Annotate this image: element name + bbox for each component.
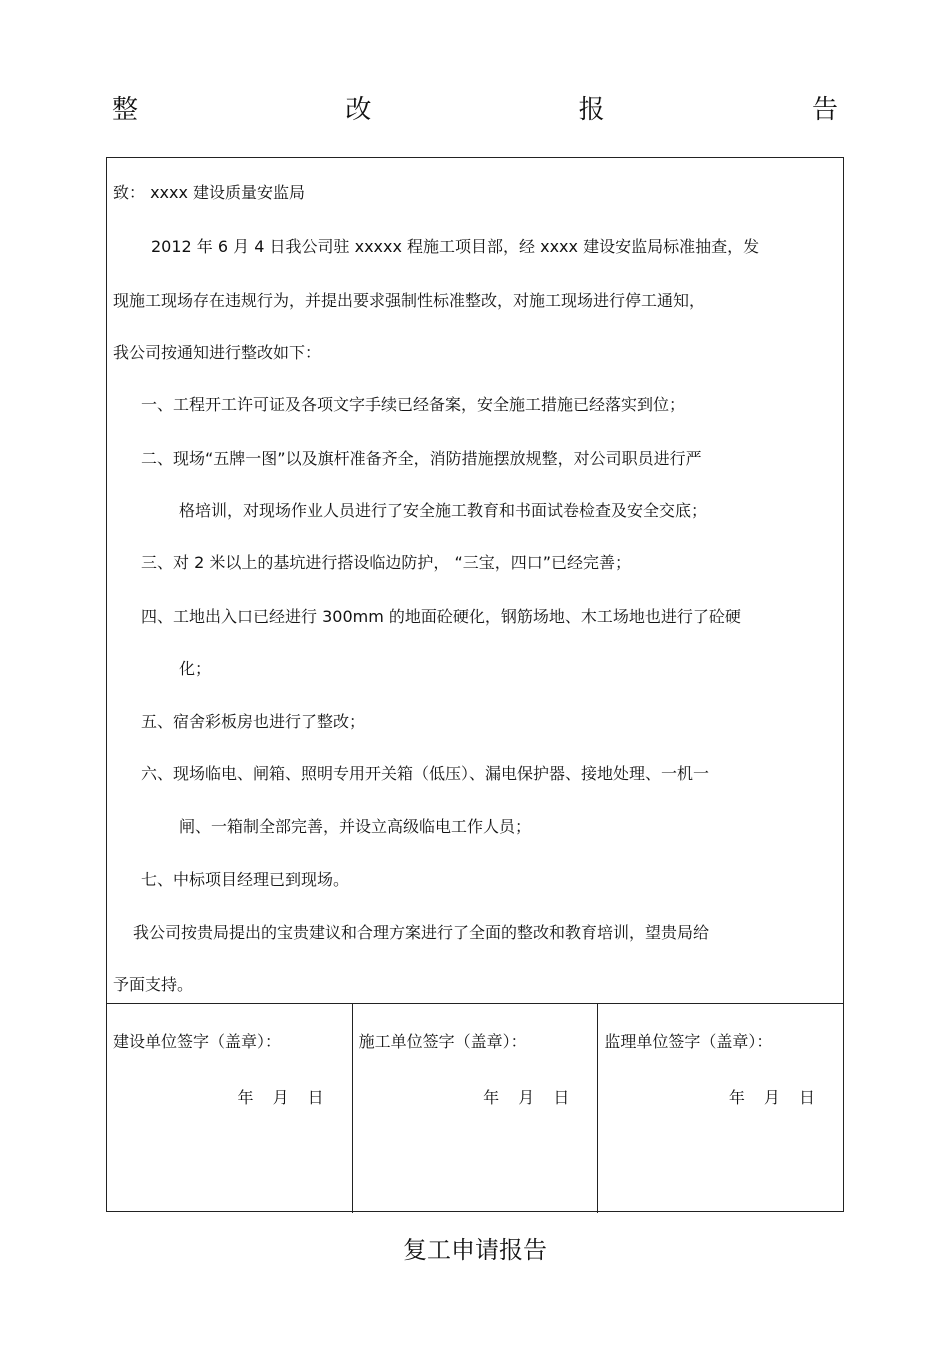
intro-line-1: 2012 年 6 月 4 日我公司驻 xxxxx 程施工项目部，经 xxxx 建设安监局标准抽查，发	[151, 237, 760, 256]
title-char-3: 报	[578, 95, 605, 125]
item-line: 三、对 2 米以上的基坑进行搭设临边防护， “三宝，四口”已经完善；	[141, 553, 632, 572]
page-title	[112, 92, 838, 128]
closing-line-1: 我公司按贵局提出的宝贵建议和合理方案进行了全面的整改和教育培训，望贵局给	[133, 923, 710, 942]
signature-cell-owner	[107, 1004, 352, 1213]
intro-line-2: 现施工现场存在违规行为，并提出要求强制性标准整改，对施工现场进行停工通知，	[113, 291, 706, 310]
signature-label: 建设单位签字（盖章）：	[113, 1032, 282, 1051]
closing-line-2: 予面支持。	[113, 975, 194, 994]
item-line: 化；	[179, 659, 212, 678]
item-line: 一、工程开工许可证及各项文字手续已经备案，安全施工措施已经落实到位；	[141, 395, 686, 414]
title-char-1: 整	[112, 95, 139, 125]
signature-cell-contractor	[352, 1004, 598, 1213]
signature-date: 年 月 日	[728, 1088, 816, 1107]
signature-row	[107, 1003, 843, 1213]
footer-title: 复工申请报告	[403, 1236, 547, 1264]
item-line: 闸、一箱制全部完善，并设立高级临电工作人员；	[179, 817, 532, 836]
signature-label: 施工单位签字（盖章）：	[358, 1032, 527, 1051]
title-char-2: 改	[345, 95, 372, 125]
signature-date: 年 月 日	[483, 1088, 570, 1107]
item-line: 六、现场临电、闸箱、照明专用开关箱（低压）、漏电保护器、接地处理、一机一	[141, 764, 710, 783]
intro-line-3: 我公司按通知进行整改如下：	[113, 343, 322, 362]
item-line: 五、宿舍彩板房也进行了整改；	[141, 712, 366, 731]
recipient-line: 致： xxxx 建设质量安监局	[113, 183, 306, 202]
signature-label: 监理单位签字（盖章）：	[604, 1032, 773, 1051]
signature-cell-supervisor	[597, 1004, 843, 1213]
signature-date: 年 月 日	[237, 1088, 324, 1107]
item-line: 四、工地出入口已经进行 300mm 的地面砼硬化，钢筋场地、木工场地也进行了砼硬	[141, 607, 741, 626]
report-table	[106, 157, 844, 1212]
item-line: 二、现场“五牌一图”以及旗杆准备齐全，消防措施摆放规整，对公司职员进行严	[141, 449, 702, 468]
item-line: 格培训，对现场作业人员进行了安全施工教育和书面试卷检查及安全交底；	[179, 501, 708, 520]
title-char-4: 告	[811, 95, 838, 125]
item-line: 七、中标项目经理已到现场。	[141, 870, 350, 889]
